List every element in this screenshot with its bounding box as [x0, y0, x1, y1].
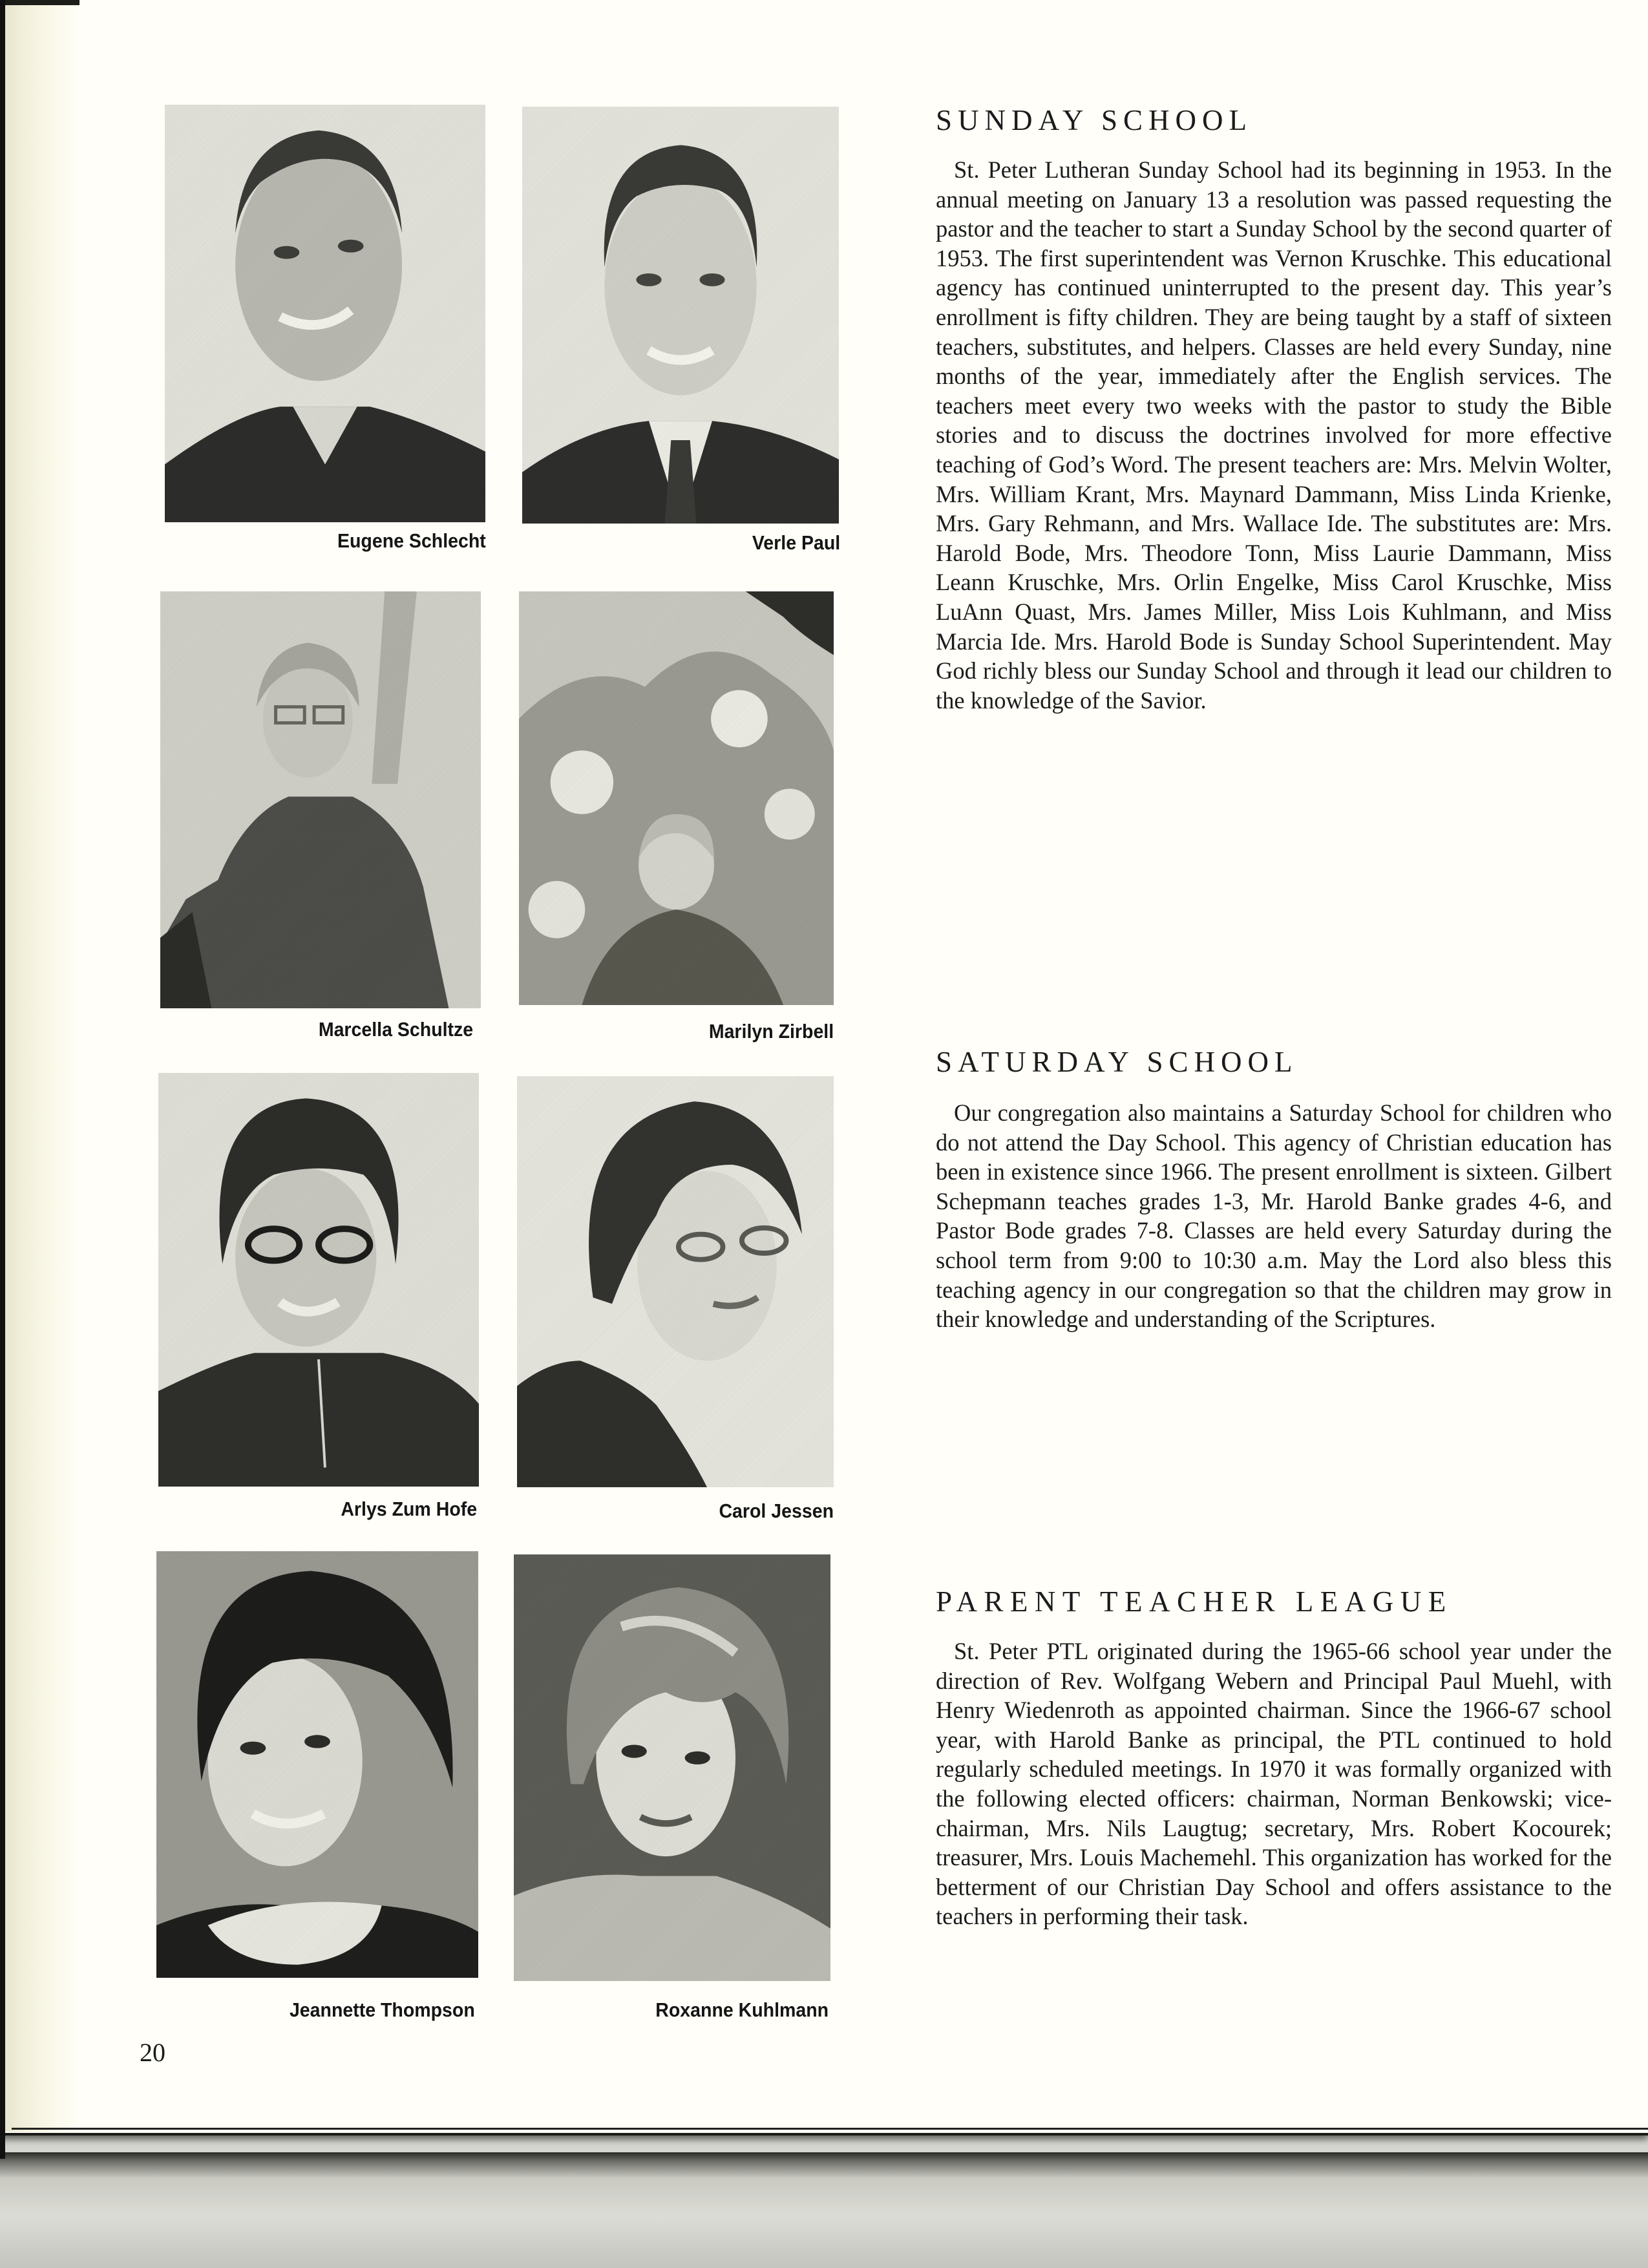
portrait-figure [517, 1076, 834, 1487]
section-body: Our congregation also maintains a Saturday School for children who do not attend the Day School. This agency of Christian education has been in existence since 1966. The present enrollment is sixteen. Gilbert Schepmann teaches grades 1-3, Mr. Harold Banke grades 4-6, and Pastor Bode grades 7-8. Classes are held every Saturday during the school term from 9:00 to 10:30 a.m. May the Lord also bless this teaching agency in our congregation so that the children may grow in their knowledge and understanding of the Scriptures. [936, 1099, 1612, 1333]
section-sunday-school [936, 103, 1612, 715]
portrait-photo-verle-paul [522, 107, 839, 524]
photo-caption: Jeannette Thompson [290, 1998, 475, 2021]
section-body: St. Peter PTL originated during the 1965-66 school year under the direction of Rev. Wolfgang Webern and Principal Paul Muehl, with Henry Wiedenroth as appointed chairman. Since the 1966-67 school year, with Harold Banke as principal, the PTL continued to hold regularly scheduled meetings. In 1970 it was formally organized with the following elected officers: chairman, Norman Benkowski; vice-chairman, Mrs. Nils Laugtug; secretary, Mrs. Robert Kocourek; treasurer, Mrs. Louis Machemehl. This organization has worked for the betterment of our Christian Day School and offers assistance to the teachers in performing their task. [936, 1638, 1612, 1930]
photo-caption: Arlys Zum Hofe [341, 1498, 477, 1520]
section-heading: SUNDAY SCHOOL [936, 104, 1252, 136]
portrait-figure [160, 591, 481, 1008]
scanner-background [0, 2152, 1648, 2268]
section-heading: PARENT TEACHER LEAGUE [936, 1585, 1453, 1618]
portrait-figure [165, 105, 485, 522]
photo-caption: Marilyn Zirbell [708, 1020, 834, 1043]
portrait-figure [519, 591, 834, 1005]
page-edges [5, 5, 79, 2132]
photo-caption: Carol Jessen [719, 1500, 834, 1522]
portrait-photo-arlys-zum-hofe [158, 1073, 479, 1487]
portrait-figure [514, 1554, 830, 1981]
portrait-photo-jeannette-thompson [156, 1551, 478, 1978]
portrait-photo-marcella-schultze [160, 591, 481, 1008]
book-binding [0, 0, 5, 2159]
photo-caption: Roxanne Kuhlmann [655, 1998, 829, 2021]
section-saturday-school [936, 1045, 1612, 1334]
portrait-photo-marilyn-zirbell [519, 591, 834, 1005]
page-bottom-edge [12, 2128, 1648, 2130]
section-heading: SATURDAY SCHOOL [936, 1046, 1298, 1078]
portrait-figure [156, 1551, 478, 1978]
portrait-figure [522, 107, 839, 524]
section-body: St. Peter Lutheran Sunday School had its beginning in 1953. In the annual meeting on January 13 a resolution was passed requesting the pastor and the teacher to start a Sunday School by the second quarter of 1953. The first superintendent was Vernon Kruschke. This educational agency has continued uninterrupted to the present day. This year’s enrollment is fifty children. They are being taught by a staff of sixteen teachers, substitutes, and helpers. Classes are held every Sunday, nine months of the year, immediately after the English services. The teachers meet every two weeks with the pastor to study the Bible stories and to discuss the doctrines involved for more effective teaching of God’s Word. The present teachers are: Mrs. Melvin Wolter, Mrs. William Krant, Mrs. Maynard Dammann, Miss Linda Krienke, Mrs. Gary Rehmann, and Mrs. Wallace Ide. The substitutes are: Mrs. Harold Bode, Mrs. Theodore Tonn, Miss Laurie Dammann, Miss Leann Kruschke, Mrs. Orlin Engelke, Miss Carol Kruschke, Miss LuAnn Quast, Mrs. James Miller, Miss Lois Kuhlmann, and Miss Marcia Ide. Mrs. Harold Bode is Sunday School Superintendent. May God richly bless our Sunday School and through it lead our children to the knowledge of the Savior. [936, 156, 1612, 714]
portrait-photo-roxanne-kuhlmann [514, 1554, 830, 1981]
photo-caption: Eugene Schlecht [337, 529, 486, 552]
photo-caption: Verle Paul [752, 531, 840, 554]
section-parent-teacher-league [936, 1585, 1612, 1931]
page-number: 20 [140, 2038, 165, 2067]
portrait-photo-eugene-schlecht [165, 105, 485, 522]
portrait-photo-carol-jessen [517, 1076, 834, 1487]
photo-caption: Marcella Schultze [318, 1018, 473, 1041]
portrait-figure [158, 1073, 479, 1487]
